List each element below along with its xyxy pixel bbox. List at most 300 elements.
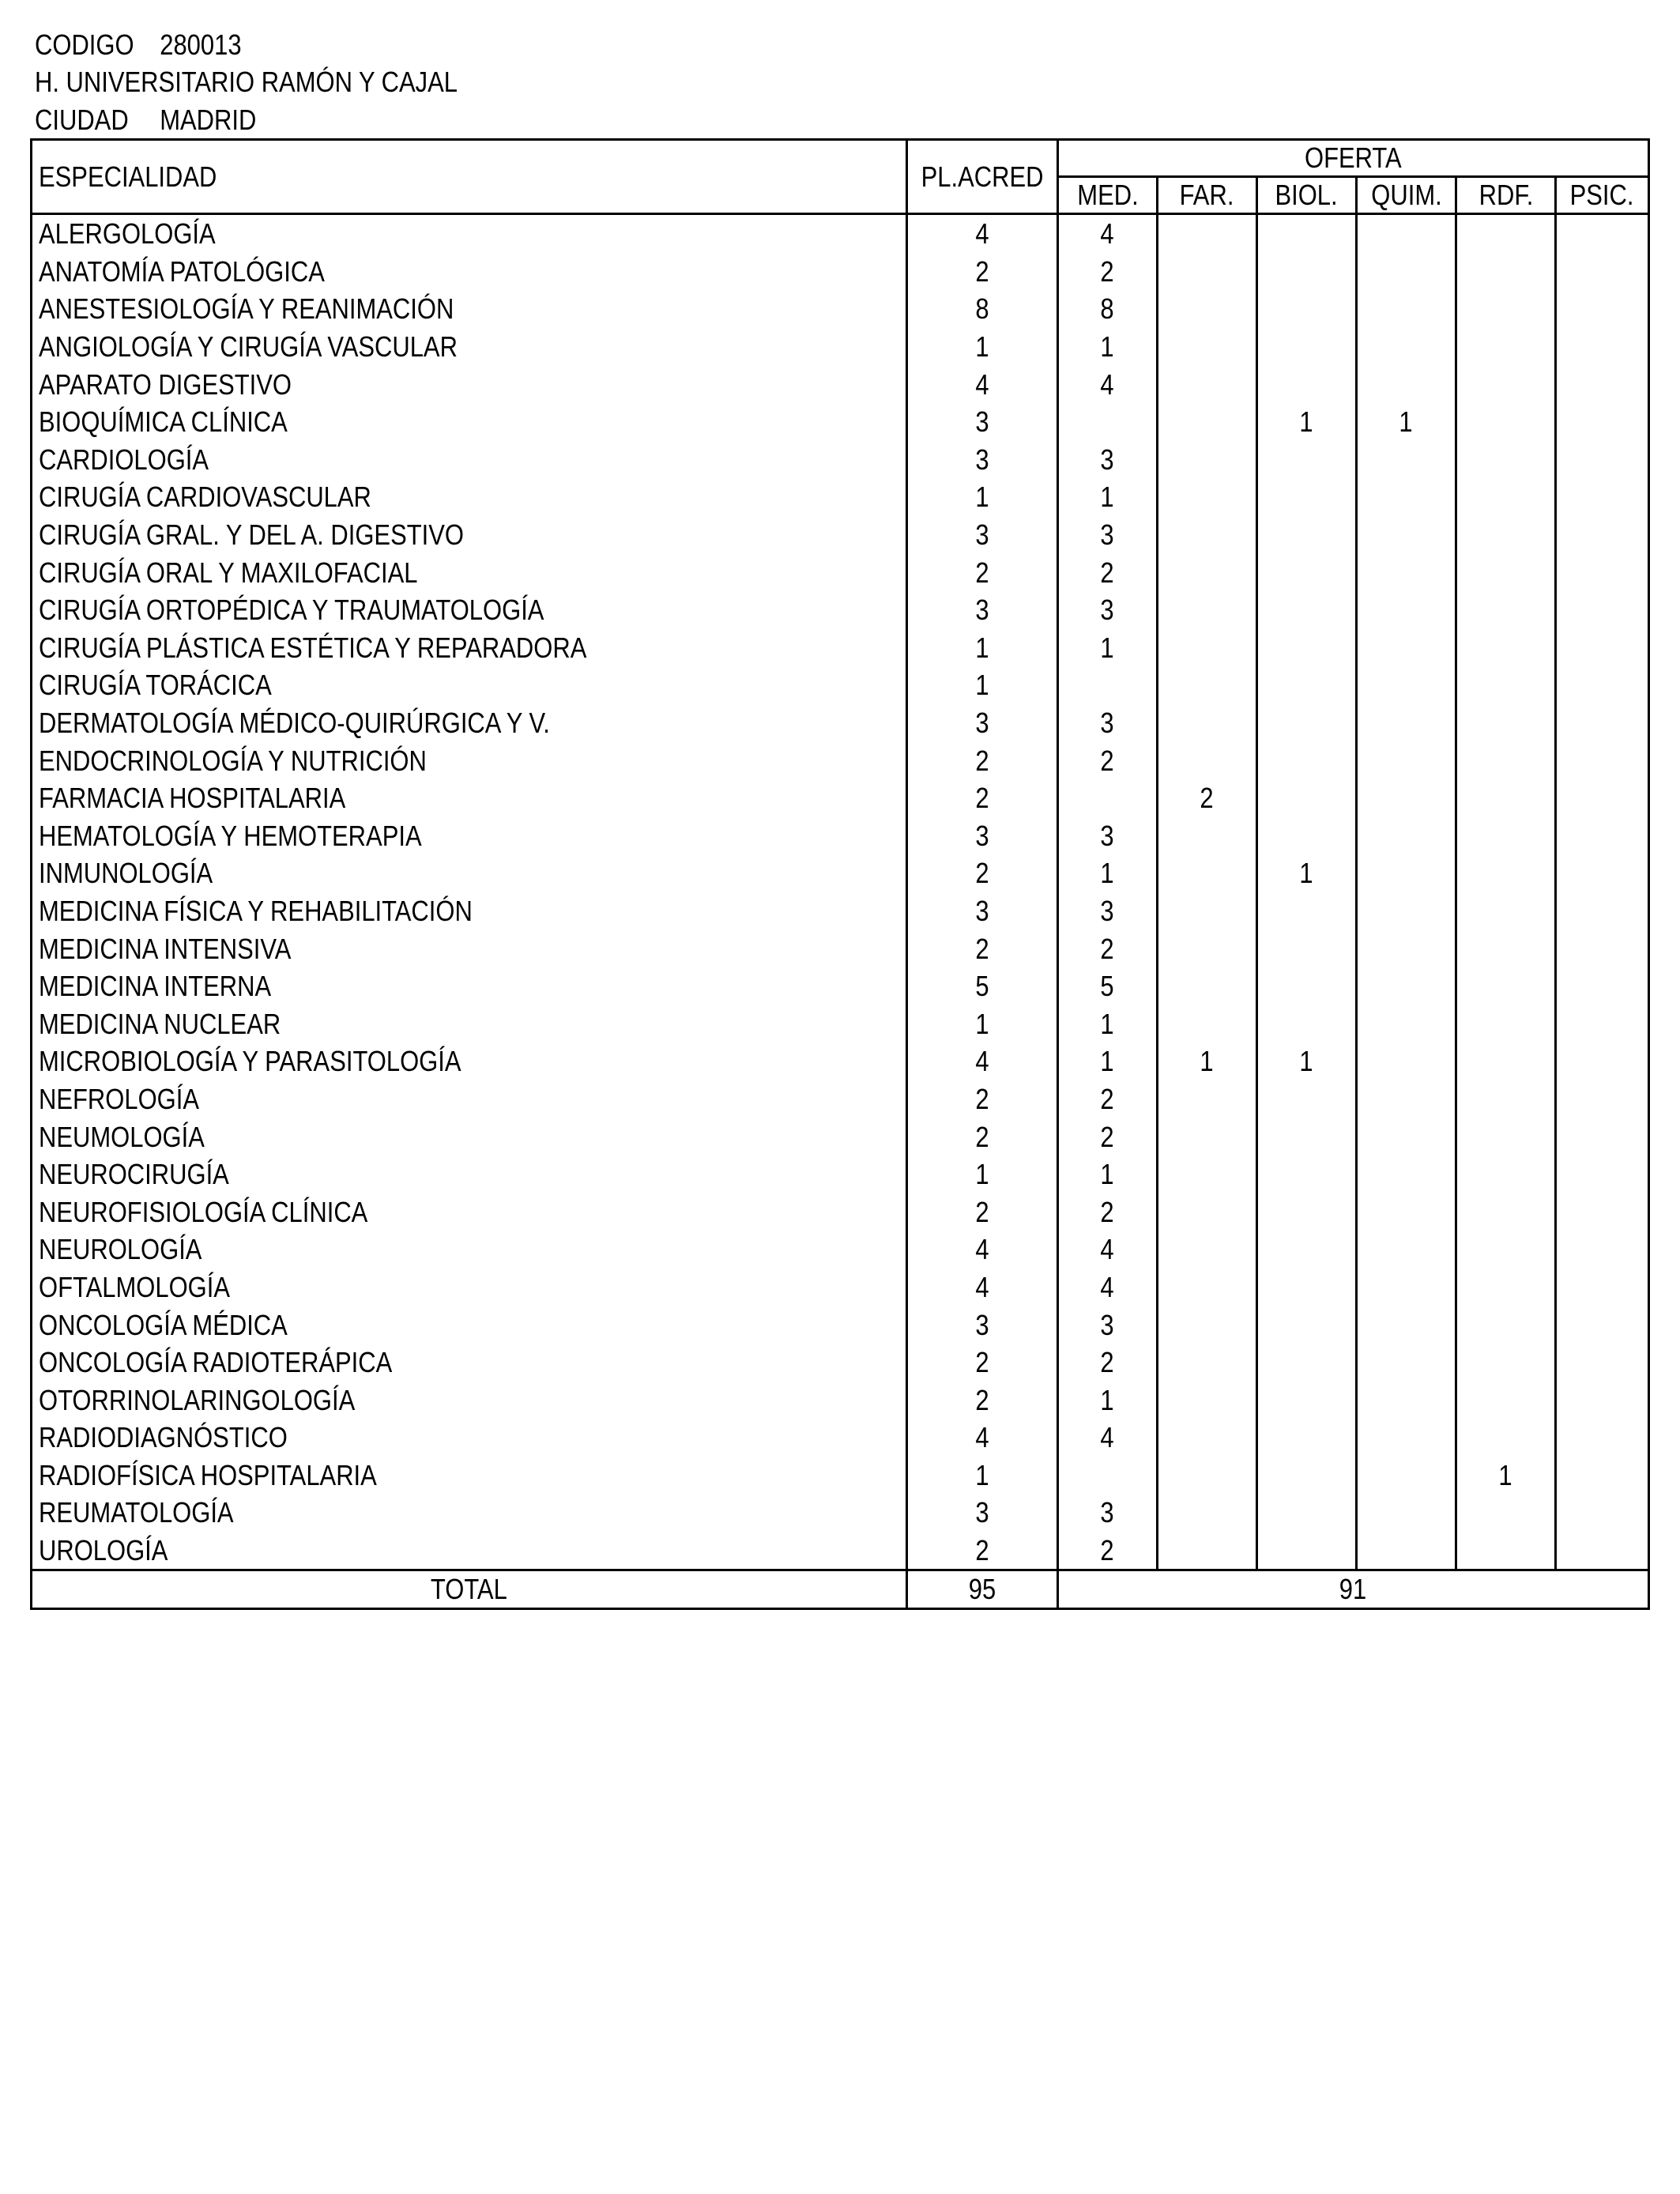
especialidad-cell: INMUNOLOGÍA (32, 854, 907, 892)
table-row (32, 929, 1649, 967)
rdf-cell (1456, 328, 1556, 366)
rdf-cell (1456, 1532, 1556, 1570)
total-placred: 95 (907, 1570, 1058, 1609)
quim-cell (1357, 779, 1456, 817)
far-cell (1158, 1494, 1257, 1532)
med-cell: 1 (1058, 1381, 1158, 1419)
codigo-label: CODIGO (35, 28, 134, 61)
far-cell (1158, 516, 1257, 554)
rdf-cell (1456, 1269, 1556, 1306)
pl-cell: 3 (907, 591, 1058, 629)
biol-cell (1257, 967, 1357, 1005)
especialidad-cell: FARMACIA HOSPITALARIA (32, 779, 907, 817)
ciudad-line (35, 103, 257, 138)
quim-cell (1357, 704, 1456, 742)
table-row (32, 892, 1649, 930)
med-cell: 1 (1058, 478, 1158, 516)
especialidad-cell: REUMATOLOGÍA (32, 1494, 907, 1532)
quim-cell (1357, 1005, 1456, 1042)
biol-cell (1257, 741, 1357, 779)
rdf-cell (1456, 1005, 1556, 1042)
far-cell (1158, 741, 1257, 779)
psic-cell (1556, 817, 1649, 855)
biol-cell (1257, 1080, 1357, 1118)
med-cell: 2 (1058, 741, 1158, 779)
med-cell: 2 (1058, 1080, 1158, 1118)
especialidad-cell: NEUROFISIOLOGÍA CLÍNICA (32, 1193, 907, 1231)
quim-cell (1357, 817, 1456, 855)
pl-cell: 2 (907, 929, 1058, 967)
psic-cell (1556, 1042, 1649, 1080)
far-cell (1158, 1118, 1257, 1155)
pl-cell: 1 (907, 666, 1058, 704)
psic-cell (1556, 1494, 1649, 1532)
quim-cell (1357, 1118, 1456, 1155)
med-cell: 3 (1058, 591, 1158, 629)
table-row (32, 1005, 1649, 1042)
med-cell: 2 (1058, 1532, 1158, 1570)
table-row (32, 553, 1649, 591)
quim-cell (1357, 629, 1456, 667)
rdf-cell (1456, 1080, 1556, 1118)
especialidad-cell: APARATO DIGESTIVO (32, 365, 907, 403)
rdf-cell (1456, 1118, 1556, 1155)
quim-cell (1357, 441, 1456, 479)
quim-cell (1357, 854, 1456, 892)
biol-cell (1257, 1381, 1357, 1419)
biol-cell (1257, 290, 1357, 328)
quim-cell (1357, 365, 1456, 403)
table-row (32, 779, 1649, 817)
biol-cell (1257, 629, 1357, 667)
table-row (32, 1193, 1649, 1231)
especialidad-cell: CIRUGÍA GRAL. Y DEL A. DIGESTIVO (32, 516, 907, 554)
pl-cell: 3 (907, 817, 1058, 855)
header-oferta-col: MED. (1058, 177, 1158, 214)
header-oferta-col: PSIC. (1556, 177, 1649, 214)
far-cell (1158, 1381, 1257, 1419)
psic-cell (1556, 1080, 1649, 1118)
med-cell: 4 (1058, 1269, 1158, 1306)
table-row (32, 1269, 1649, 1306)
rdf-cell (1456, 1231, 1556, 1269)
especialidad-cell: CIRUGÍA CARDIOVASCULAR (32, 478, 907, 516)
psic-cell (1556, 1457, 1649, 1495)
far-cell: 1 (1158, 1042, 1257, 1080)
table-row (32, 967, 1649, 1005)
biol-cell (1257, 328, 1357, 366)
table-row (32, 1419, 1649, 1457)
psic-cell (1556, 666, 1649, 704)
psic-cell (1556, 441, 1649, 479)
table-row (32, 1457, 1649, 1495)
hospital-name: H. UNIVERSITARIO RAMÓN Y CAJAL (35, 66, 458, 98)
rdf-cell (1456, 1042, 1556, 1080)
rdf-cell (1456, 441, 1556, 479)
biol-cell (1257, 1118, 1357, 1155)
med-cell: 3 (1058, 1494, 1158, 1532)
biol-cell (1257, 365, 1357, 403)
quim-cell (1357, 214, 1456, 253)
biol-cell (1257, 1532, 1357, 1570)
especialidad-cell: ANESTESIOLOGÍA Y REANIMACIÓN (32, 290, 907, 328)
pl-cell: 2 (907, 1381, 1058, 1419)
pl-cell: 8 (907, 290, 1058, 328)
pl-cell: 3 (907, 1494, 1058, 1532)
psic-cell (1556, 1118, 1649, 1155)
especialidad-cell: NEUROLOGÍA (32, 1231, 907, 1269)
pl-cell: 2 (907, 553, 1058, 591)
especialidad-cell: RADIOFÍSICA HOSPITALARIA (32, 1457, 907, 1495)
pl-cell: 2 (907, 1193, 1058, 1231)
far-cell (1158, 328, 1257, 366)
pl-cell: 2 (907, 1118, 1058, 1155)
quim-cell (1357, 1042, 1456, 1080)
especialidad-cell: MEDICINA INTENSIVA (32, 929, 907, 967)
med-cell: 3 (1058, 441, 1158, 479)
table-row (32, 854, 1649, 892)
ciudad-value: MADRID (160, 104, 257, 136)
table-row (32, 817, 1649, 855)
psic-cell (1556, 1344, 1649, 1382)
table-row (32, 516, 1649, 554)
far-cell (1158, 1306, 1257, 1344)
far-cell (1158, 1344, 1257, 1382)
especialidad-cell: NEUMOLOGÍA (32, 1118, 907, 1155)
especialidad-cell: ONCOLOGÍA RADIOTERÁPICA (32, 1344, 907, 1382)
far-cell (1158, 1155, 1257, 1193)
table-row (32, 591, 1649, 629)
psic-cell (1556, 1381, 1649, 1419)
pl-cell: 4 (907, 1269, 1058, 1306)
biol-cell (1257, 1155, 1357, 1193)
biol-cell (1257, 1306, 1357, 1344)
biol-cell (1257, 1005, 1357, 1042)
pl-cell: 4 (907, 1042, 1058, 1080)
pl-cell: 3 (907, 892, 1058, 930)
psic-cell (1556, 516, 1649, 554)
rdf-cell (1456, 892, 1556, 930)
pl-cell: 1 (907, 478, 1058, 516)
far-cell (1158, 403, 1257, 441)
psic-cell (1556, 403, 1649, 441)
biol-cell (1257, 892, 1357, 930)
far-cell (1158, 629, 1257, 667)
table-row (32, 741, 1649, 779)
biol-cell (1257, 704, 1357, 742)
biol-cell (1257, 253, 1357, 291)
biol-cell: 1 (1257, 854, 1357, 892)
codigo-value: 280013 (160, 28, 242, 61)
especialidad-cell: ONCOLOGÍA MÉDICA (32, 1306, 907, 1344)
ciudad-label: CIUDAD (35, 104, 129, 136)
rdf-cell (1456, 214, 1556, 253)
quim-cell (1357, 892, 1456, 930)
quim-cell (1357, 1306, 1456, 1344)
rdf-cell (1456, 516, 1556, 554)
especialidad-cell: UROLOGÍA (32, 1532, 907, 1570)
header-especialidad: ESPECIALIDAD (32, 140, 907, 214)
quim-cell (1357, 1494, 1456, 1532)
rdf-cell (1456, 1155, 1556, 1193)
psic-cell (1556, 253, 1649, 291)
med-cell: 4 (1058, 1231, 1158, 1269)
table-row (32, 1494, 1649, 1532)
table-row (32, 365, 1649, 403)
quim-cell (1357, 1231, 1456, 1269)
pl-cell: 1 (907, 328, 1058, 366)
biol-cell (1257, 929, 1357, 967)
med-cell: 2 (1058, 1344, 1158, 1382)
psic-cell (1556, 214, 1649, 253)
rdf-cell (1456, 779, 1556, 817)
far-cell (1158, 1457, 1257, 1495)
med-cell (1058, 403, 1158, 441)
especialidad-cell: ALERGOLOGÍA (32, 214, 907, 253)
rdf-cell (1456, 1381, 1556, 1419)
med-cell: 1 (1058, 854, 1158, 892)
especialidad-cell: NEUROCIRUGÍA (32, 1155, 907, 1193)
pl-cell: 3 (907, 704, 1058, 742)
med-cell: 2 (1058, 1118, 1158, 1155)
rdf-cell (1456, 553, 1556, 591)
biol-cell (1257, 666, 1357, 704)
quim-cell (1357, 553, 1456, 591)
psic-cell (1556, 328, 1649, 366)
rdf-cell (1456, 253, 1556, 291)
pl-cell: 2 (907, 1344, 1058, 1382)
especialidad-cell: CIRUGÍA TORÁCICA (32, 666, 907, 704)
header-oferta: OFERTA (1058, 140, 1649, 177)
table-row (32, 666, 1649, 704)
especialidad-cell: NEFROLOGÍA (32, 1080, 907, 1118)
biol-cell (1257, 1231, 1357, 1269)
biol-cell (1257, 1269, 1357, 1306)
med-cell: 3 (1058, 892, 1158, 930)
quim-cell: 1 (1357, 403, 1456, 441)
table-row (32, 1306, 1649, 1344)
especialidad-cell: MICROBIOLOGÍA Y PARASITOLOGÍA (32, 1042, 907, 1080)
rdf-cell (1456, 1419, 1556, 1457)
far-cell (1158, 253, 1257, 291)
far-cell (1158, 929, 1257, 967)
far-cell (1158, 1005, 1257, 1042)
psic-cell (1556, 591, 1649, 629)
psic-cell (1556, 1419, 1649, 1457)
table-row (32, 214, 1649, 253)
rdf-cell (1456, 817, 1556, 855)
table-row (32, 478, 1649, 516)
med-cell: 1 (1058, 1042, 1158, 1080)
especialidad-cell: ENDOCRINOLOGÍA Y NUTRICIÓN (32, 741, 907, 779)
quim-cell (1357, 1532, 1456, 1570)
med-cell: 2 (1058, 553, 1158, 591)
med-cell: 4 (1058, 365, 1158, 403)
med-cell: 2 (1058, 1193, 1158, 1231)
biol-cell: 1 (1257, 1042, 1357, 1080)
biol-cell (1257, 1419, 1357, 1457)
table-row (32, 1381, 1649, 1419)
quim-cell (1357, 328, 1456, 366)
quim-cell (1357, 666, 1456, 704)
far-cell (1158, 591, 1257, 629)
especialidad-cell: CIRUGÍA ORTOPÉDICA Y TRAUMATOLOGÍA (32, 591, 907, 629)
especialidad-cell: ANGIOLOGÍA Y CIRUGÍA VASCULAR (32, 328, 907, 366)
med-cell: 5 (1058, 967, 1158, 1005)
med-cell (1058, 666, 1158, 704)
far-cell (1158, 1532, 1257, 1570)
especialidad-cell: CIRUGÍA PLÁSTICA ESTÉTICA Y REPARADORA (32, 629, 907, 667)
rdf-cell (1456, 666, 1556, 704)
rdf-cell (1456, 1494, 1556, 1532)
med-cell: 1 (1058, 629, 1158, 667)
pl-cell: 1 (907, 1457, 1058, 1495)
quim-cell (1357, 929, 1456, 967)
header-oferta-col: RDF. (1456, 177, 1556, 214)
far-cell (1158, 478, 1257, 516)
quim-cell (1357, 1419, 1456, 1457)
table-row (32, 704, 1649, 742)
table-row (32, 290, 1649, 328)
med-cell: 1 (1058, 1155, 1158, 1193)
table-row (32, 1118, 1649, 1155)
rdf-cell (1456, 929, 1556, 967)
biol-cell (1257, 1457, 1357, 1495)
med-cell: 1 (1058, 1005, 1158, 1042)
header-oferta-col: BIOL. (1257, 177, 1357, 214)
biol-cell (1257, 441, 1357, 479)
especialidad-cell: DERMATOLOGÍA MÉDICO-QUIRÚRGICA Y V. (32, 704, 907, 742)
especialidad-cell: MEDICINA FÍSICA Y REHABILITACIÓN (32, 892, 907, 930)
especialidad-cell: CIRUGÍA ORAL Y MAXILOFACIAL (32, 553, 907, 591)
header-oferta-col: FAR. (1158, 177, 1257, 214)
total-oferta: 91 (1058, 1570, 1649, 1609)
med-cell (1058, 779, 1158, 817)
quim-cell (1357, 253, 1456, 291)
quim-cell (1357, 1344, 1456, 1382)
especialidad-cell: RADIODIAGNÓSTICO (32, 1419, 907, 1457)
psic-cell (1556, 892, 1649, 930)
rdf-cell (1456, 704, 1556, 742)
quim-cell (1357, 478, 1456, 516)
pl-cell: 4 (907, 214, 1058, 253)
rdf-cell (1456, 1344, 1556, 1382)
quim-cell (1357, 1269, 1456, 1306)
far-cell (1158, 967, 1257, 1005)
psic-cell (1556, 365, 1649, 403)
pl-cell: 3 (907, 403, 1058, 441)
quim-cell (1357, 1193, 1456, 1231)
biol-cell (1257, 779, 1357, 817)
pl-cell: 3 (907, 441, 1058, 479)
table-row (32, 1231, 1649, 1269)
biol-cell (1257, 516, 1357, 554)
pl-cell: 2 (907, 253, 1058, 291)
far-cell (1158, 1231, 1257, 1269)
especialidad-cell: MEDICINA NUCLEAR (32, 1005, 907, 1042)
pl-cell: 2 (907, 741, 1058, 779)
med-cell: 2 (1058, 929, 1158, 967)
pl-cell: 4 (907, 1231, 1058, 1269)
quim-cell (1357, 1155, 1456, 1193)
far-cell (1158, 1080, 1257, 1118)
rdf-cell (1456, 629, 1556, 667)
especialidad-cell: OTORRINOLARINGOLOGÍA (32, 1381, 907, 1419)
rdf-cell (1456, 478, 1556, 516)
header-oferta-col: QUIM. (1357, 177, 1456, 214)
rdf-cell (1456, 591, 1556, 629)
med-cell: 8 (1058, 290, 1158, 328)
far-cell (1158, 365, 1257, 403)
especialidad-cell: HEMATOLOGÍA Y HEMOTERAPIA (32, 817, 907, 855)
quim-cell (1357, 1457, 1456, 1495)
header-placred: PL.ACRED (907, 140, 1058, 214)
biol-cell (1257, 591, 1357, 629)
biol-cell (1257, 214, 1357, 253)
far-cell: 2 (1158, 779, 1257, 817)
med-cell: 1 (1058, 328, 1158, 366)
psic-cell (1556, 1269, 1649, 1306)
table-row (32, 253, 1649, 291)
psic-cell (1556, 1231, 1649, 1269)
psic-cell (1556, 1532, 1649, 1570)
med-cell: 4 (1058, 1419, 1158, 1457)
biol-cell (1257, 1344, 1357, 1382)
far-cell (1158, 290, 1257, 328)
far-cell (1158, 1269, 1257, 1306)
pl-cell: 3 (907, 516, 1058, 554)
quim-cell (1357, 591, 1456, 629)
especialidad-cell: OFTALMOLOGÍA (32, 1269, 907, 1306)
psic-cell (1556, 478, 1649, 516)
psic-cell (1556, 967, 1649, 1005)
psic-cell (1556, 1005, 1649, 1042)
med-cell: 3 (1058, 817, 1158, 855)
far-cell (1158, 553, 1257, 591)
psic-cell (1556, 1193, 1649, 1231)
total-row (32, 1570, 1649, 1609)
far-cell (1158, 1193, 1257, 1231)
pl-cell: 2 (907, 854, 1058, 892)
codigo-line (35, 28, 242, 62)
table-row (32, 629, 1649, 667)
pl-cell: 3 (907, 1306, 1058, 1344)
far-cell (1158, 854, 1257, 892)
psic-cell (1556, 629, 1649, 667)
table-row (32, 1080, 1649, 1118)
psic-cell (1556, 553, 1649, 591)
table-row (32, 403, 1649, 441)
biol-cell (1257, 817, 1357, 855)
rdf-cell (1456, 741, 1556, 779)
far-cell (1158, 892, 1257, 930)
biol-cell: 1 (1257, 403, 1357, 441)
table-row (32, 1344, 1649, 1382)
psic-cell (1556, 290, 1649, 328)
rdf-cell (1456, 403, 1556, 441)
med-cell: 2 (1058, 253, 1158, 291)
rdf-cell (1456, 854, 1556, 892)
psic-cell (1556, 779, 1649, 817)
rdf-cell (1456, 967, 1556, 1005)
especialidad-cell: BIOQUÍMICA CLÍNICA (32, 403, 907, 441)
quim-cell (1357, 967, 1456, 1005)
far-cell (1158, 666, 1257, 704)
especialidad-cell: CARDIOLOGÍA (32, 441, 907, 479)
pl-cell: 1 (907, 629, 1058, 667)
psic-cell (1556, 854, 1649, 892)
rdf-cell (1456, 365, 1556, 403)
